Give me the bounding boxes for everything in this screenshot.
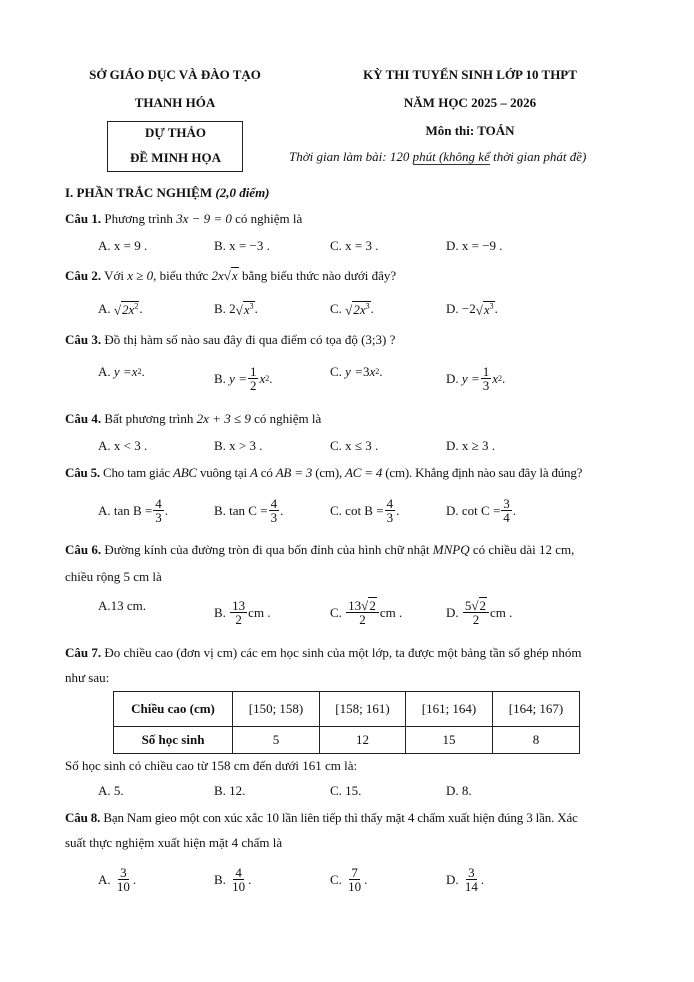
question-7-line2: như sau: bbox=[65, 670, 110, 685]
function-lhs: y = bbox=[345, 364, 363, 379]
coefficient: −2 bbox=[461, 300, 476, 316]
option-letter: C. bbox=[330, 604, 342, 620]
function-lhs: y = bbox=[113, 364, 132, 379]
unit: cm . bbox=[248, 604, 271, 620]
option-a[interactable] bbox=[98, 300, 143, 317]
question-5 bbox=[65, 465, 582, 481]
question-text: Đồ thị hàm số nào sau đây đi qua điểm có tọa độ bbox=[101, 332, 362, 347]
question-text: vuông tại bbox=[196, 465, 250, 480]
fraction bbox=[481, 365, 492, 392]
question-text: Bạn Nam gieo một con xúc xắc 10 lần liên tiếp thì thấy mặt 4 chấm xuất hiện đúng 3 lần. Xác bbox=[100, 810, 578, 825]
denominator: 2 bbox=[359, 612, 366, 627]
option-letter: B. bbox=[214, 502, 226, 518]
option-b[interactable] bbox=[214, 300, 258, 317]
question-text: có nghiệm là bbox=[231, 211, 303, 226]
subject: Môn thi: TOÁN bbox=[425, 123, 515, 138]
option-a[interactable] bbox=[98, 365, 145, 379]
period: . bbox=[164, 502, 169, 518]
option-letter: B. bbox=[214, 370, 226, 386]
denominator: 10 bbox=[348, 879, 362, 894]
option-c[interactable]: C. x ≤ 3 . bbox=[330, 438, 379, 453]
table-cell: 5 bbox=[233, 727, 320, 754]
option-letter: C. bbox=[330, 502, 342, 518]
exponent: 2 bbox=[265, 373, 270, 383]
fraction bbox=[248, 365, 259, 392]
table-cell: [161; 164) bbox=[406, 692, 493, 727]
math-expression: x ≥ 0 bbox=[127, 268, 154, 283]
unit: cm . bbox=[379, 604, 403, 620]
radicand bbox=[483, 301, 495, 317]
trig-expression: cot B = bbox=[345, 502, 384, 518]
denominator: 3 bbox=[155, 510, 162, 525]
option-b[interactable]: B. x = −3 . bbox=[214, 238, 270, 253]
table-cell: 12 bbox=[320, 727, 406, 754]
table-cell: [158; 161) bbox=[320, 692, 406, 727]
unit: cm . bbox=[490, 604, 513, 620]
option-d[interactable] bbox=[446, 866, 484, 893]
numerator bbox=[248, 365, 259, 379]
question-label: Câu 5. bbox=[65, 465, 100, 480]
period: . bbox=[132, 871, 137, 887]
section-points: (2,0 điểm) bbox=[215, 185, 270, 200]
option-letter: D. bbox=[446, 871, 459, 887]
period: . bbox=[370, 300, 374, 316]
numerator-value: 1 bbox=[249, 364, 257, 379]
option-letter: B. bbox=[214, 871, 226, 887]
period: . bbox=[494, 300, 498, 316]
numerator bbox=[269, 497, 280, 511]
question-label: Câu 7. bbox=[65, 645, 102, 660]
sqrt-expression: $√x^3$ bbox=[235, 302, 254, 318]
option-letter: A. bbox=[98, 598, 111, 613]
variable: x bbox=[492, 370, 498, 386]
fraction bbox=[385, 497, 396, 524]
coefficient: 3 bbox=[362, 364, 370, 379]
option-letter: D. bbox=[446, 300, 459, 316]
numerator bbox=[153, 497, 164, 511]
option-letter: D. bbox=[446, 502, 459, 518]
period: . bbox=[254, 300, 258, 316]
denominator: 2 bbox=[249, 378, 257, 393]
section-title bbox=[65, 185, 270, 201]
question-1 bbox=[65, 211, 302, 227]
numerator-value: 4 bbox=[270, 496, 278, 511]
numerator-value: 5 bbox=[464, 598, 472, 613]
option-b[interactable] bbox=[214, 866, 251, 893]
exponent: 3 bbox=[249, 302, 254, 311]
exponent: 2 bbox=[134, 302, 139, 311]
option-letter: A. bbox=[98, 364, 111, 379]
option-b[interactable]: B. 12. bbox=[214, 783, 246, 798]
radicand bbox=[121, 301, 139, 317]
radicand-base: 2x bbox=[353, 302, 366, 318]
time-underlined: phút (không kể bbox=[412, 149, 490, 164]
option-d[interactable] bbox=[446, 599, 512, 626]
radicand bbox=[243, 301, 255, 317]
question-text: có nghiệm là bbox=[250, 411, 322, 426]
numerator-value: 4 bbox=[235, 865, 242, 880]
period: . bbox=[248, 871, 252, 887]
math-expression: MNPQ bbox=[432, 542, 470, 557]
option-d[interactable]: D. x ≥ 3 . bbox=[446, 438, 496, 453]
question-label: Câu 8. bbox=[65, 810, 101, 825]
denominator: 4 bbox=[503, 510, 510, 525]
sqrt-expression: $√2x^3$ bbox=[345, 302, 370, 318]
table-header-cell: Chiều cao (cm) bbox=[114, 692, 233, 727]
coefficient: 2 bbox=[229, 300, 236, 316]
question-text: Cho tam giác bbox=[99, 465, 173, 480]
radicand: 2 bbox=[479, 598, 487, 613]
numerator-value: 3 bbox=[503, 496, 510, 511]
radicand-base: 2x bbox=[122, 302, 135, 318]
question-label: Câu 2. bbox=[65, 268, 102, 283]
table-cell: 8 bbox=[493, 727, 580, 754]
option-c[interactable] bbox=[330, 300, 374, 317]
denominator: 14 bbox=[464, 879, 478, 894]
table-cell: 15 bbox=[406, 727, 493, 754]
option-letter: D. bbox=[446, 370, 459, 386]
numerator-value: 4 bbox=[386, 496, 394, 511]
variable: x bbox=[259, 370, 266, 386]
question-6 bbox=[65, 542, 574, 558]
numerator-value: 13 bbox=[348, 598, 362, 613]
question-label: Câu 6. bbox=[65, 542, 102, 557]
question-7-line3: Số học sinh có chiều cao từ 158 cm đến dưới 161 cm là: bbox=[65, 758, 358, 773]
numerator-value: 7 bbox=[351, 865, 358, 880]
option-b[interactable] bbox=[214, 365, 273, 392]
numerator-value: 13 bbox=[232, 598, 246, 613]
numerator-value: 3 bbox=[120, 865, 127, 880]
exam-title: KỲ THI TUYỂN SINH LỚP 10 THPT bbox=[363, 67, 577, 82]
fraction bbox=[230, 866, 247, 893]
option-letter: A. bbox=[98, 502, 111, 518]
numerator-value: 3 bbox=[468, 865, 475, 880]
numerator bbox=[349, 866, 360, 880]
numerator bbox=[463, 599, 489, 613]
option-letter: B. bbox=[214, 300, 226, 316]
question-text: bằng biểu thức nào dưới đây? bbox=[238, 268, 397, 283]
numerator bbox=[481, 365, 492, 379]
option-text: 13 cm. bbox=[110, 598, 147, 613]
sqrt-expression: $√2x^2$ bbox=[113, 302, 139, 318]
option-c[interactable] bbox=[330, 599, 402, 626]
option-c[interactable] bbox=[330, 497, 399, 524]
sample-exam-label: ĐỀ MINH HỌA bbox=[130, 150, 221, 165]
school-year: NĂM HỌC 2025 – 2026 bbox=[403, 95, 537, 110]
question-3 bbox=[65, 332, 395, 348]
question-text: , biểu thức bbox=[153, 268, 212, 283]
option-letter: B. bbox=[214, 604, 226, 620]
question-text: có bbox=[257, 465, 276, 480]
period: . bbox=[396, 502, 400, 518]
question-label: Câu 3. bbox=[65, 332, 102, 347]
section-title-text: I. PHẦN TRẮC NGHIỆM bbox=[65, 185, 216, 200]
fraction bbox=[115, 866, 132, 893]
time-prefix: Thời gian làm bài: 120 bbox=[289, 149, 413, 164]
option-a[interactable]: A. 5. bbox=[98, 783, 124, 798]
question-label: Câu 4. bbox=[65, 411, 102, 426]
numerator bbox=[501, 497, 512, 511]
numerator-value: 1 bbox=[482, 364, 490, 379]
fraction bbox=[153, 497, 164, 524]
question-text: có chiều dài 12 cm, bbox=[469, 542, 575, 557]
table-header-cell: Số học sinh bbox=[114, 727, 233, 754]
frequency-table bbox=[113, 691, 580, 754]
option-letter: C. bbox=[330, 871, 342, 887]
exponent: 3 bbox=[489, 302, 494, 311]
period: . bbox=[364, 871, 368, 887]
fraction bbox=[346, 866, 363, 893]
numerator bbox=[385, 497, 396, 511]
period: . bbox=[501, 370, 506, 386]
question-text: Với bbox=[101, 268, 128, 283]
math-expression: 2x + 3 ≤ 9 bbox=[196, 411, 251, 426]
math-expression: A bbox=[249, 465, 258, 480]
option-d[interactable] bbox=[446, 365, 505, 392]
question-2 bbox=[65, 268, 396, 284]
option-b[interactable] bbox=[214, 497, 283, 524]
radicand: 2 bbox=[369, 598, 376, 613]
question-4 bbox=[65, 411, 321, 427]
period: . bbox=[139, 300, 143, 316]
table-cell: [164; 167) bbox=[493, 692, 580, 727]
period: . bbox=[379, 364, 383, 379]
question-text: Đo chiều cao (đơn vị cm) các em học sinh của một lớp, ta được một bảng tần số ghép nhóm bbox=[101, 645, 582, 660]
exponent: 2 bbox=[137, 367, 142, 376]
period: . bbox=[141, 364, 145, 379]
denominator: 3 bbox=[482, 378, 490, 393]
radicand bbox=[352, 301, 370, 317]
period: . bbox=[269, 370, 273, 386]
fraction bbox=[501, 497, 512, 524]
trig-expression: tan C = bbox=[229, 502, 268, 518]
fraction bbox=[346, 599, 379, 626]
time-suffix: thời gian phát đề) bbox=[489, 149, 587, 164]
option-letter: C. bbox=[330, 300, 342, 316]
denominator: 3 bbox=[386, 510, 394, 525]
denominator: 10 bbox=[116, 879, 130, 894]
exponent: 2 bbox=[375, 367, 380, 376]
question-text: (cm). Khẳng định nào sau đây là đúng? bbox=[382, 465, 583, 480]
question-7 bbox=[65, 645, 582, 661]
province-name: THANH HÓA bbox=[134, 95, 216, 110]
draft-label: DỰ THẢO bbox=[144, 125, 207, 140]
denominator: 2 bbox=[472, 612, 480, 627]
radicand: x bbox=[231, 268, 238, 283]
question-text: ? bbox=[386, 332, 396, 347]
sqrt-expression: √x bbox=[223, 268, 238, 283]
option-a[interactable] bbox=[98, 599, 146, 613]
math-expression: 2x bbox=[211, 268, 224, 283]
option-a[interactable] bbox=[98, 497, 168, 524]
radicand-base: x bbox=[243, 302, 250, 318]
denominator: 2 bbox=[235, 612, 242, 627]
math-expression: AB = 3 bbox=[275, 465, 313, 480]
trig-expression: cot C = bbox=[461, 502, 501, 518]
period: . bbox=[280, 502, 284, 518]
sqrt-expression: √2 bbox=[361, 598, 376, 613]
option-c[interactable] bbox=[330, 365, 383, 379]
math-expression: ABC bbox=[172, 465, 197, 480]
numerator bbox=[118, 866, 129, 880]
option-d[interactable] bbox=[446, 497, 516, 524]
question-text: Đường kính của đường tròn đi qua bốn đỉnh của hình chữ nhật bbox=[101, 542, 433, 557]
numerator-value: 4 bbox=[155, 496, 162, 511]
table-row bbox=[114, 692, 580, 727]
option-d[interactable] bbox=[446, 300, 498, 317]
math-expression: AC = 4 bbox=[345, 465, 383, 480]
question-6-line2: chiều rộng 5 cm là bbox=[65, 569, 162, 584]
question-label: Câu 1. bbox=[65, 211, 102, 226]
numerator bbox=[230, 599, 247, 613]
fraction bbox=[463, 599, 489, 626]
option-b[interactable]: B. x > 3 . bbox=[214, 438, 263, 453]
option-letter: D. bbox=[446, 604, 459, 620]
time-limit bbox=[289, 149, 586, 165]
table-cell: [150; 158) bbox=[233, 692, 320, 727]
period: . bbox=[480, 871, 485, 887]
denominator: 3 bbox=[270, 510, 278, 525]
option-letter: C. bbox=[330, 364, 342, 379]
table-row bbox=[114, 727, 580, 754]
option-c[interactable]: C. x = 3 . bbox=[330, 238, 379, 253]
question-text: (cm), bbox=[312, 465, 346, 480]
numerator bbox=[466, 866, 477, 880]
option-letter: A. bbox=[98, 871, 111, 887]
option-b[interactable] bbox=[214, 599, 271, 626]
fraction bbox=[463, 866, 480, 893]
numerator bbox=[233, 866, 244, 880]
fraction bbox=[230, 599, 247, 626]
radicand-base: x bbox=[483, 302, 490, 318]
sqrt-expression: $√x^3$ bbox=[475, 302, 494, 318]
question-8-line2: suất thực nghiệm xuất hiện mặt 4 chấm là bbox=[65, 835, 283, 850]
option-a[interactable]: A. x = 9 . bbox=[98, 238, 148, 253]
sqrt-expression: √2 bbox=[471, 598, 487, 613]
option-a[interactable] bbox=[98, 866, 136, 893]
numerator bbox=[346, 599, 379, 613]
exponent: 3 bbox=[365, 302, 370, 311]
math-expression: 3x − 9 = 0 bbox=[176, 211, 232, 226]
math-expression: (3;3) bbox=[361, 332, 387, 347]
option-d[interactable]: D. 8. bbox=[446, 783, 472, 798]
option-letter: A. bbox=[98, 300, 111, 316]
question-text: Bất phương trình bbox=[101, 411, 197, 426]
option-c[interactable] bbox=[330, 866, 367, 893]
function-lhs: y = bbox=[229, 370, 247, 386]
exponent: 2 bbox=[497, 373, 502, 383]
option-c[interactable]: C. 15. bbox=[330, 783, 362, 798]
function-lhs: y = bbox=[461, 370, 480, 386]
denominator: 10 bbox=[232, 879, 246, 894]
question-8 bbox=[65, 810, 578, 826]
trig-expression: tan B = bbox=[113, 502, 153, 518]
variable: x bbox=[369, 364, 376, 379]
option-d[interactable]: D. x = −9 . bbox=[446, 238, 503, 253]
period: . bbox=[512, 502, 517, 518]
variable: x bbox=[131, 364, 138, 379]
question-text: Phương trình bbox=[101, 211, 177, 226]
option-a[interactable]: A. x < 3 . bbox=[98, 438, 148, 453]
fraction bbox=[269, 497, 280, 524]
department-name: SỞ GIÁO DỤC VÀ ĐÀO TẠO bbox=[89, 67, 261, 82]
